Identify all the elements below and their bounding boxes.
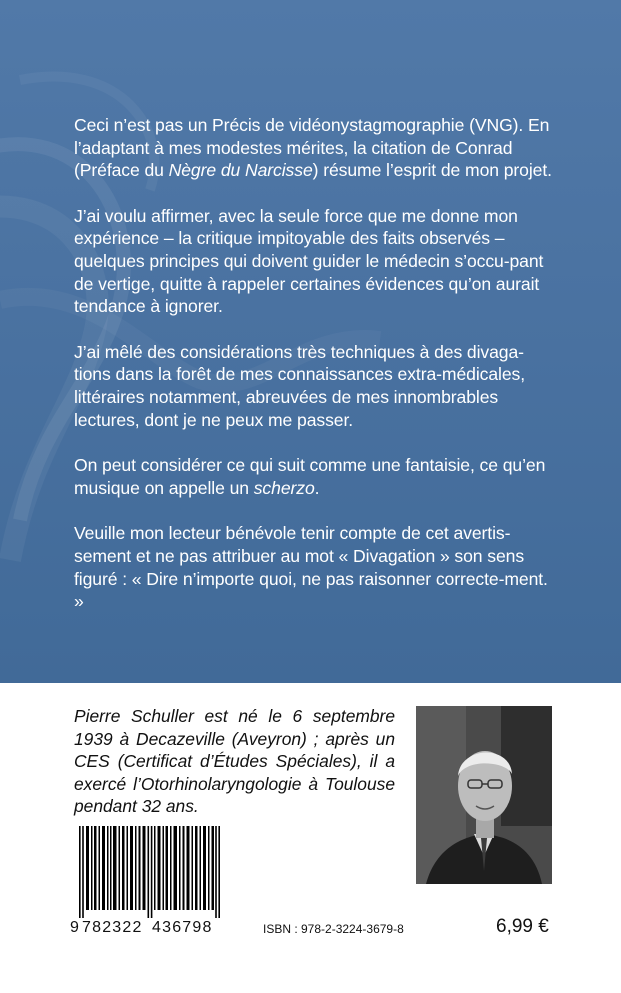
- barcode-digits-group-1: 782322: [82, 919, 143, 936]
- music-term: scherzo: [253, 477, 315, 498]
- isbn-barcode: [79, 826, 220, 918]
- blurb-paragraph-5: Veuille mon lecteur bénévole tenir compte de cet avertis-sement et ne pas attribuer au mot « Divagation » son sens figuré : « Dire n’importe quoi, ne pas raisonner correcte-ment. »: [74, 523, 548, 612]
- blurb-paragraph-2: J’ai voulu affirmer, avec la seule force que me donne mon expérience – la critique impitoyable des faits observés – quelques principes qui doivent guider le médecin s’occu-pant de vertige, quitte à rappeler certaines évidences qu’on aurait tendance à ignorer.: [74, 205, 544, 317]
- author-portrait-illustration: [416, 706, 552, 884]
- author-bio: Pierre Schuller est né le 6 septembre 1939 à Decazeville (Aveyron) ; après un CES (Certificat d’Études Spéciales), il a exercé l’Otorhinolaryngologie à Toulouse pendant 32 ans.: [74, 706, 395, 816]
- blurb-paragraph-3: J’ai mêlé des considérations très techniques à des divaga-tions dans la forêt de mes connaissances extra-médicales, littéraires notamment, abreuvées de mes innombrables lectures, dont je ne peux me passer.: [74, 341, 525, 430]
- book-title-reference: Nègre du Narcisse: [168, 160, 313, 181]
- author-photo: [416, 706, 552, 884]
- barcode-digits: [70, 919, 230, 941]
- barcode-digits-group-2: 436798: [152, 919, 213, 936]
- isbn-label: ISBN : 978-2-3224-3679-8: [263, 922, 404, 936]
- blurb-paragraph-1: Ceci n’est pas un Précis de vidéonystagmographie (VNG). En l’adaptant à mes modestes mérites, la citation de Conrad (Préface du Nègre du Narcisse) résume l’esprit de mon projet.: [74, 115, 552, 181]
- price: 6,99 €: [496, 916, 549, 937]
- barcode-digit-first: 9: [70, 919, 79, 936]
- blurb-paragraph-4: On peut considérer ce qui suit comme une fantaisie, ce qu’en musique on appelle un scherzo.: [74, 455, 546, 498]
- back-cover-blurb: [74, 114, 552, 636]
